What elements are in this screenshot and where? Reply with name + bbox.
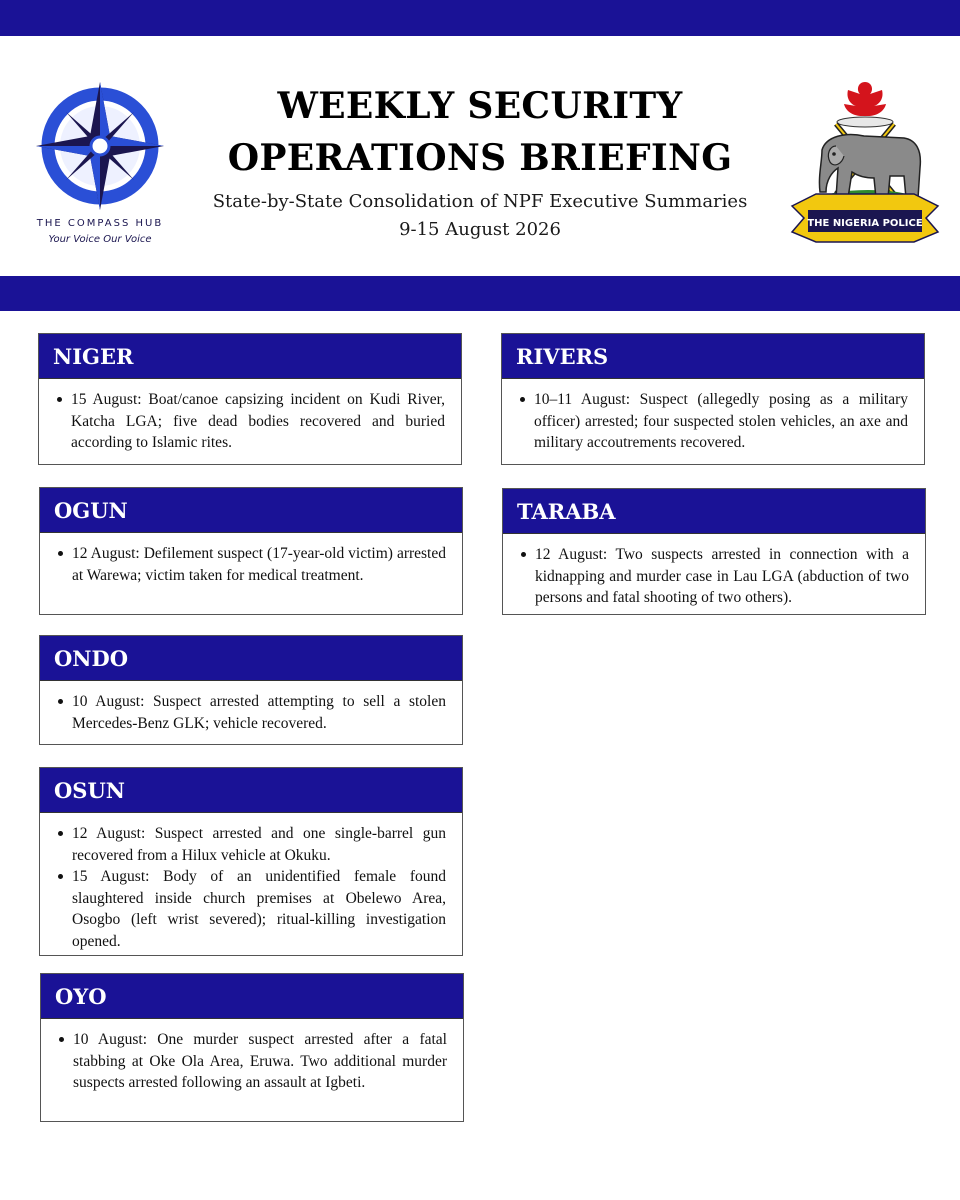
police-banner-text: THE NIGERIA POLICE	[807, 218, 923, 229]
state-name: OGUN	[40, 488, 462, 533]
incident-item: 10 August: One murder suspect arrested after a fatal stabbing at Oke Ola Area, Eruwa. Two additional murder suspects arrested following an assault at Igbeti.	[55, 1029, 447, 1094]
date-range: 9-15 August 2026	[399, 219, 561, 240]
state-card-ondo	[39, 635, 463, 745]
compass-hub-tagline: Your Voice Our Voice	[48, 234, 152, 245]
title-line-2: OPERATIONS BRIEFING	[227, 137, 733, 179]
compass-hub-logo	[36, 78, 186, 248]
state-card-niger	[38, 333, 462, 465]
state-name: OSUN	[40, 768, 462, 813]
header	[0, 36, 960, 276]
incident-item: 12 August: Suspect arrested and one single-barrel gun recovered from a Hilux vehicle at Okuku.	[54, 823, 446, 866]
mid-banner	[0, 276, 960, 311]
title-block	[190, 80, 770, 244]
incident-item: 10–11 August: Suspect (allegedly posing as a military officer) arrested; four suspected stolen vehicles, an axe and military accoutrements recovered.	[516, 389, 908, 454]
nigeria-police-crest	[786, 76, 944, 256]
state-card-taraba	[502, 488, 926, 615]
state-card-rivers	[501, 333, 925, 465]
title-line-1: WEEKLY SECURITY	[277, 85, 683, 127]
top-banner	[0, 0, 960, 36]
compass-hub-name: THE COMPASS HUB	[36, 218, 164, 229]
state-name: ONDO	[40, 636, 462, 681]
incident-item: 12 August: Two suspects arrested in connection with a kidnapping and murder case in Lau LGA (abduction of two persons and fatal shooting of two others).	[517, 544, 909, 609]
state-card-ogun	[39, 487, 463, 615]
state-name: RIVERS	[502, 334, 924, 379]
incident-item: 15 August: Boat/canoe capsizing incident on Kudi River, Katcha LGA; five dead bodies recovered and buried according to Islamic rites.	[53, 389, 445, 454]
incident-item: 15 August: Body of an unidentified female found slaughtered inside church premises at Obelewo Area, Osogbo (left wrist severed); ritual-killing investigation opened.	[54, 866, 446, 952]
state-name: NIGER	[39, 334, 461, 379]
incident-item: 12 August: Defilement suspect (17-year-old victim) arrested at Warewa; victim taken for medical treatment.	[54, 543, 446, 586]
state-card-osun	[39, 767, 463, 956]
subtitle: State-by-State Consolidation of NPF Executive Summaries	[212, 191, 748, 212]
incident-item: 10 August: Suspect arrested attempting to sell a stolen Mercedes-Benz GLK; vehicle recovered.	[54, 691, 446, 734]
state-name: TARABA	[503, 489, 925, 534]
state-name: OYO	[41, 974, 463, 1019]
state-card-oyo	[40, 973, 464, 1122]
